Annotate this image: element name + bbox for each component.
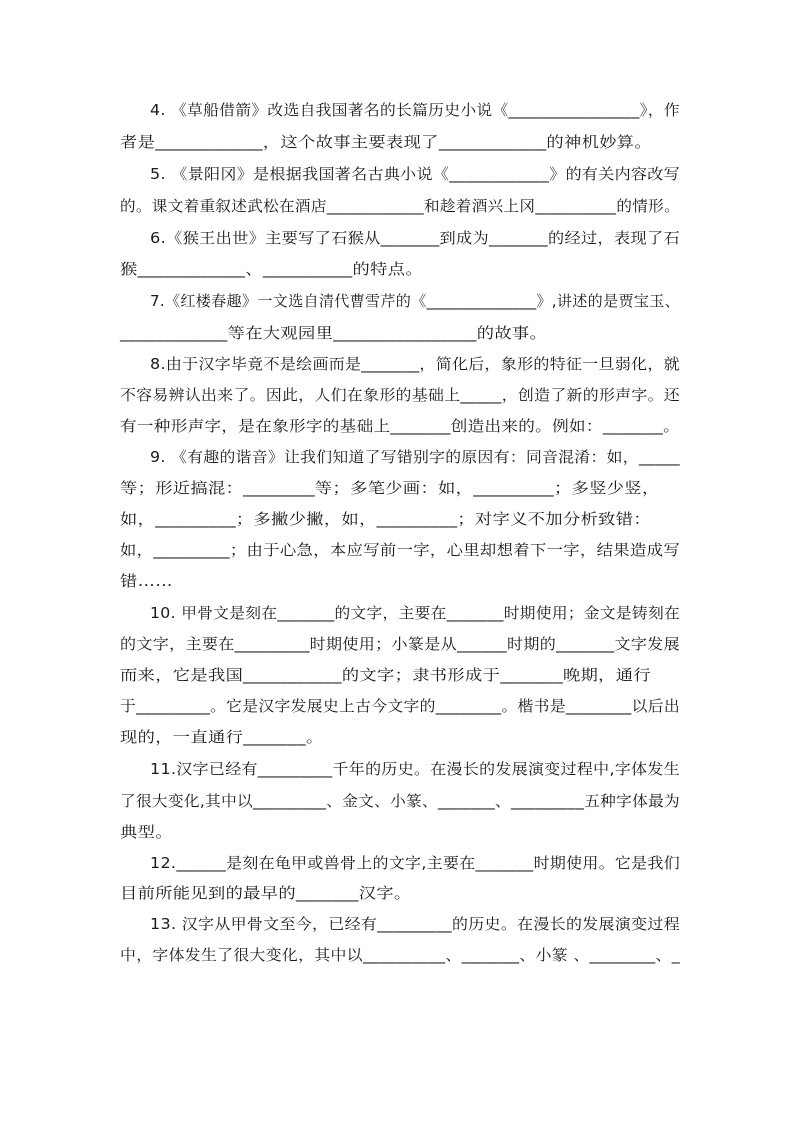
- question-6-line-1: 6.《猴王出世》主要写了石猴从_______到成为_______的经过，表现了石: [150, 229, 680, 247]
- question-8-line-2: 不容易辨认出来了。因此，人们在象形的基础上_____，创造了新的形声字。还: [120, 386, 680, 404]
- question-4-line-1: 4. 《草船借箭》改选自我国著名的长篇历史小说《________________》，作: [150, 101, 680, 119]
- question-9-line-4: 如，_________；由于心急，本应写前一字，心里却想着下一字，结果造成写: [120, 541, 680, 559]
- question-9-line-3: 如，_________；多撇少撇，如，_________；对字义不加分析致错：: [120, 510, 651, 528]
- question-9-line-1: 9. 《有趣的谐音》让我们知道了写错别字的原因有：同音混淆：如，_____: [150, 448, 680, 466]
- question-11-line-3: 典型。: [120, 823, 173, 841]
- question-5-line-1: 5. 《景阳冈》是根据我国著名古典小说《____________》的有关内容改写: [150, 165, 680, 183]
- question-6-line-2: 猴____________、__________的特点。: [120, 260, 423, 278]
- question-7-line-1: 7.《红楼春趣》一文选自清代曹雪芹的《______________》,讲述的是贾宝玉、: [150, 292, 680, 310]
- question-10-line-2: 的文字，主要在_________时期使用；小篆是从______时期的_______文字发展: [120, 635, 680, 653]
- question-12-line-2: 目前所能见到的最早的_______汉字。: [120, 884, 412, 902]
- question-4-line-2: 者是____________，这个故事主要表现了____________的神机妙算。: [120, 133, 653, 151]
- question-7-line-2: ____________等在大观园里________________的故事。: [120, 324, 548, 342]
- question-11-line-1: 11.汉字已经有_________千年的历史。在漫长的发展演变过程中,字体发生: [150, 760, 680, 778]
- question-13-line-2: 中，字体发生了很大变化，其中以__________、_______、小篆 、________、_: [120, 946, 680, 964]
- question-10-line-1: 10. 甲骨文是刻在_______的文字，主要在_______时期使用；金文是铸刻在: [150, 604, 680, 622]
- question-9-line-5: 错……: [120, 572, 173, 590]
- question-13-line-1: 13. 汉字从甲骨文至今，已经有_________的历史。在漫长的发展演变过程: [150, 915, 680, 933]
- question-9-line-2: 等；形近搞混：________等；多笔少画：如，_________；多竖少竖，: [120, 479, 660, 497]
- question-10-line-3: 而来，它是我国___________的文字；隶书形成于_______晚期，通行: [120, 666, 651, 684]
- question-8-line-3: 有一种形声字，是在象形字的基础上_______创造出来的。例如：_______。: [120, 417, 680, 435]
- question-5-line-2: 的。课文着重叙述武松在酒店____________和趁着酒兴上冈__________的情形。: [120, 197, 680, 215]
- question-11-line-2: 了很大变化,其中以_________、金文、小篆、_______、_________五种字体最为: [120, 792, 680, 810]
- question-10-line-5: 现的，一直通行_______。: [120, 728, 324, 746]
- question-10-line-4: 于_________。它是汉字发展史上古今文字的________。楷书是________以后出: [120, 697, 680, 715]
- question-12-line-1: 12.______是刻在龟甲或兽骨上的文字,主要在_______时期使用。它是我们: [150, 854, 680, 872]
- question-8-line-1: 8.由于汉字毕竟不是绘画而是_______，简化后，象形的特征一旦弱化，就: [150, 355, 680, 373]
